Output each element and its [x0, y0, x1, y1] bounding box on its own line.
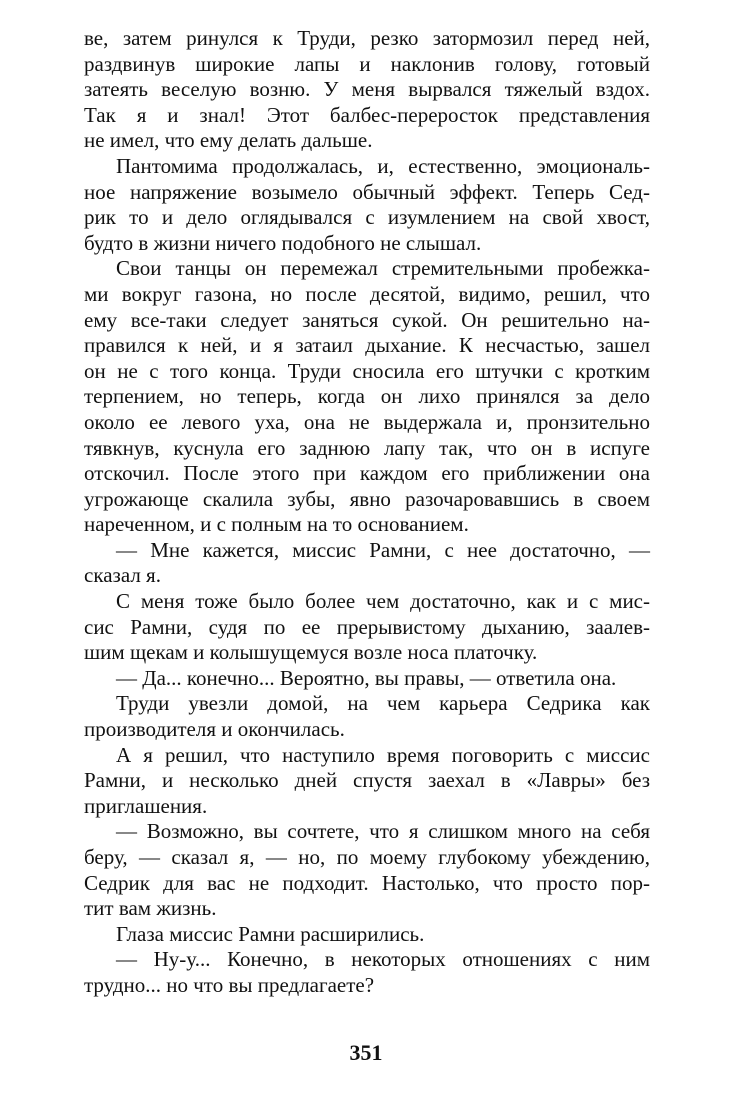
text-line: он не с того конца. Труди сносила его штучки с кротким — [84, 358, 650, 383]
book-page-text — [84, 26, 650, 999]
paragraph — [84, 589, 650, 666]
text-line: нареченном, и с полным на то основанием. — [84, 512, 469, 537]
text-line: — Ну-у... Конечно, в некоторых отношениях с ним — [116, 947, 650, 972]
text-line: рик то и дело оглядывался с изумлением на свой хвост, — [84, 205, 650, 230]
text-line: Рамни, и несколько дней спустя заехал в «Лавры» без — [84, 768, 650, 793]
text-line: — Возможно, вы сочтете, что я слишком много на себя — [116, 819, 650, 844]
text-line: приглашения. — [84, 793, 208, 818]
text-line: тявкнув, куснула его заднюю лапу так, что он в испуге — [84, 435, 650, 460]
text-line: производителя и окончилась. — [84, 717, 345, 742]
text-line: затеять веселую возню. У меня вырвался тяжелый вздох. — [84, 77, 650, 102]
text-line: Труди увезли домой, на чем карьера Седрика как — [116, 691, 650, 716]
text-line: Пантомима продолжалась, и, естественно, эмоциональ- — [116, 153, 650, 178]
text-line: будто в жизни ничего подобного не слышал. — [84, 230, 482, 255]
paragraph — [84, 256, 650, 538]
text-line: Свои танцы он перемежал стремительными пробежка- — [116, 256, 650, 281]
paragraph — [84, 154, 650, 256]
text-line: С меня тоже было более чем достаточно, как и с мис- — [116, 589, 650, 614]
page-number: 351 — [349, 1040, 383, 1065]
text-line: сказал я. — [84, 563, 161, 588]
text-line: отскочил. После этого при каждом его приближении она — [84, 461, 650, 486]
paragraph — [84, 666, 650, 692]
text-line: — Мне кажется, миссис Рамни, с нее достаточно, — — [116, 537, 650, 562]
text-line: угрожающе скалила зубы, явно разочаровавшись в своем — [84, 486, 650, 511]
paragraph — [84, 743, 650, 820]
text-line: ми вокруг газона, но после десятой, видимо, решил, что — [84, 281, 650, 306]
text-line: ве, затем ринулся к Труди, резко затормозил перед ней, — [84, 26, 650, 50]
text-line: беру, — сказал я, — но, по моему глубокому убеждению, — [84, 845, 650, 869]
text-line: правился к ней, и я затаил дыхание. К несчастью, зашел — [84, 333, 650, 358]
paragraph — [84, 819, 650, 921]
paragraph — [84, 538, 650, 589]
text-line: шим щекам и колышущемуся возле носа платочку. — [84, 640, 538, 665]
paragraph — [84, 922, 650, 948]
text-line: ное напряжение возымело обычный эффект. Теперь Сед- — [84, 179, 650, 204]
paragraph — [84, 691, 650, 742]
text-line: сис Рамни, судя по ее прерывистому дыханию, заалев- — [84, 614, 650, 639]
text-line: Глаза миссис Рамни расширились. — [116, 921, 425, 946]
text-line: трудно... но что вы предлагаете? — [84, 972, 375, 997]
text-line: около ее левого уха, она не выдержала и, пронзительно — [84, 409, 650, 434]
text-line: ему все-таки следует заняться сукой. Он решительно на- — [84, 307, 650, 332]
text-line: Седрик для вас не подходит. Настолько, что просто пор- — [84, 870, 650, 895]
text-line: — Да... конечно... Вероятно, вы правы, — ответила она. — [116, 665, 617, 690]
text-line: не имел, что ему делать дальше. — [84, 128, 373, 153]
text-line: Так я и знал! Этот балбес-переросток представления — [84, 102, 650, 127]
text-line: А я решил, что наступило время поговорить с миссис — [116, 742, 650, 767]
text-line: раздвинув широкие лапы и наклонив голову, готовый — [84, 51, 650, 76]
paragraph — [84, 26, 650, 154]
text-line: тит вам жизнь. — [84, 896, 217, 921]
paragraph — [84, 947, 650, 998]
text-line: терпением, но теперь, когда он лихо принялся за дело — [84, 384, 650, 409]
